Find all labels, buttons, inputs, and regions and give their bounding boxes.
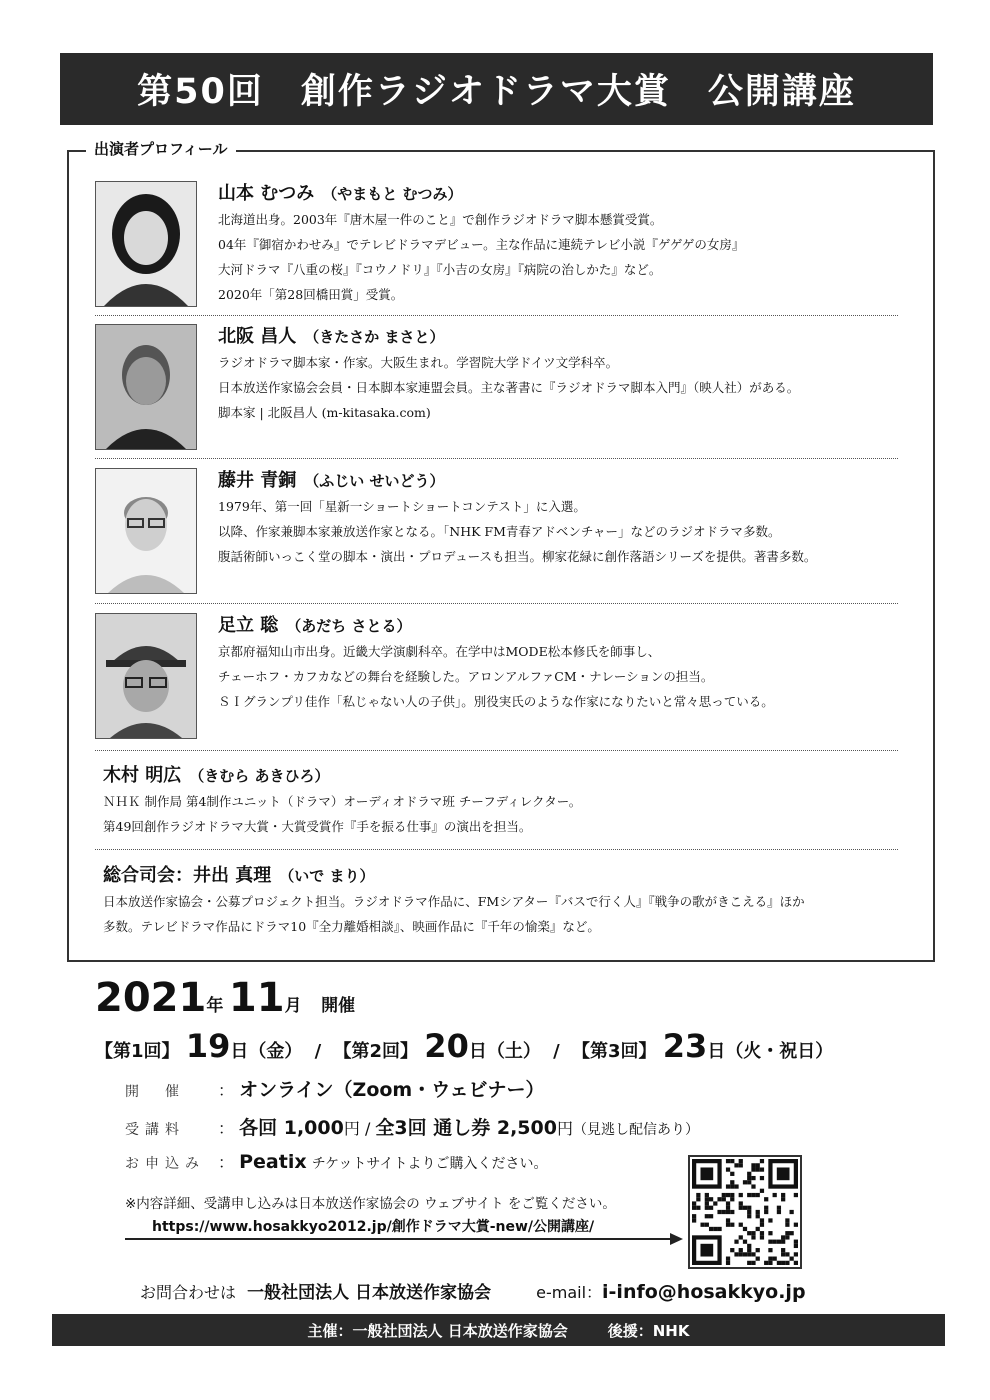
session-day: 20 xyxy=(424,1027,469,1065)
bio-line: 腹話術師いっこく堂の脚本・演出・プロデュースも担当。柳家花緑に創作落語シリーズを提供。著書多数。 xyxy=(218,549,817,564)
profile-heading: 出演者プロフィール xyxy=(86,138,236,159)
divider xyxy=(95,849,898,850)
portrait-photo xyxy=(95,181,197,307)
person-reading: （いで まり） xyxy=(279,867,375,885)
bio-line: 脚本家 | 北阪昌人 (m-kitasaka.com) xyxy=(218,405,431,420)
person-name: 足立 聡 xyxy=(218,615,279,636)
venue-label: 開 催 xyxy=(125,1084,185,1100)
bio-line: 第49回創作ラジオドラマ大賞・大賞受賞作『手を振る仕事』の演出を担当。 xyxy=(103,819,532,834)
sponsor-text: 後援：NHK xyxy=(607,1321,690,1340)
session-dates xyxy=(95,1027,833,1065)
session-day-unit: 日 xyxy=(468,1041,487,1062)
person-name: 木村 明広 xyxy=(103,765,182,786)
bio-line: ラジオドラマ脚本家・作家。大阪生まれ。学習院大学ドイツ文学科卒。 xyxy=(218,355,619,370)
person-name: 山本 むつみ xyxy=(218,183,315,204)
session-label: 【第2回】 xyxy=(333,1041,419,1062)
fee-each: 各回 1,000 xyxy=(239,1117,344,1139)
profile-entry xyxy=(103,863,903,939)
portrait-photo xyxy=(95,613,197,739)
apply-text: チケットサイトよりご購入ください。 xyxy=(311,1156,548,1172)
fee-row xyxy=(125,1113,699,1140)
colon: ： xyxy=(218,1119,235,1138)
person-name: 藤井 青銅 xyxy=(218,470,297,491)
details-note: ※内容詳細、受講申し込みは日本放送作家協会の ウェブサイト をご覧ください。 xyxy=(125,1196,616,1212)
website-url[interactable]: https://www.hosakkyo2012.jp/創作ドラマ大賞-new/公開講座/ xyxy=(152,1219,595,1235)
person-reading: （あだち さとる） xyxy=(286,617,412,635)
session-weekday: （金） xyxy=(248,1041,303,1062)
host-text: 主催：一般社団法人 日本放送作家協会 xyxy=(307,1321,568,1340)
bio-line: 以降、作家兼脚本家兼放送作家となる。「NHK FM青春アドベンチャー」などのラジオドラマ多数。 xyxy=(218,524,781,539)
bio-line: チェーホフ・カフカなどの舞台を経験した。アロンアルファCM・ナレーションの担当。 xyxy=(218,669,714,684)
bio-line: ＳＩグランプリ佳作「私じゃない人の子供」。別役実氏のような作家になりたいと常々思っている。 xyxy=(218,694,774,709)
event-year: 2021 xyxy=(95,975,207,1021)
bio-line: 京都府福知山市出身。近畿大学演劇科卒。在学中はMODE松本修氏を師事し、 xyxy=(218,644,661,659)
year-unit: 年 xyxy=(206,996,224,1016)
bio-line: ＮＨＫ 制作局 第4制作ユニット（ドラマ）オーディオドラマ班 チーフディレクター。 xyxy=(103,794,582,809)
bio-line: 04年『御宿かわせみ』でテレビドラマデビュー。主な作品に連続テレビ小説『ゲゲゲの女房』 xyxy=(218,237,745,252)
yen-unit: 円 xyxy=(556,1119,573,1138)
portrait-photo xyxy=(95,468,197,594)
divider xyxy=(95,603,898,604)
apply-row xyxy=(125,1150,547,1173)
session-day-unit: 日 xyxy=(230,1041,249,1062)
divider xyxy=(95,750,898,751)
venue-value: オンライン（Zoom・ウェビナー） xyxy=(239,1079,545,1101)
apply-label: お申込み xyxy=(125,1156,205,1172)
held-label: 開催 xyxy=(321,996,356,1016)
peatix-link[interactable]: Peatix xyxy=(239,1151,307,1173)
email-link[interactable]: i-info@hosakkyo.jp xyxy=(602,1281,806,1303)
bio-line: 日本放送作家協会・公募プロジェクト担当。ラジオドラマ作品に、FMシアター『バスで行く人』『戦争の歌がきこえる』ほか xyxy=(103,894,805,909)
bio-line: 2020年「第28回橋田賞」受賞。 xyxy=(218,287,404,302)
email-label: e-mail： xyxy=(536,1283,603,1302)
page-title: 第50回 創作ラジオドラマ大賞 公開講座 xyxy=(60,53,933,125)
person-reading: （ふじい せいどう） xyxy=(304,472,445,490)
bio-line: 多数。テレビドラマ作品にドラマ10『全力離婚相談』、映画作品に『千年の愉楽』など。 xyxy=(103,919,600,934)
profile-entry xyxy=(103,763,903,839)
colon: ： xyxy=(218,1153,235,1172)
person-reading: （やまもと むつみ） xyxy=(322,185,463,203)
fee-all: 全3回 通し券 2,500 xyxy=(375,1117,557,1139)
session-day-unit: 日 xyxy=(707,1041,726,1062)
person-reading: （きむら あきひろ） xyxy=(189,767,330,785)
divider xyxy=(95,315,898,316)
fee-label: 受講料 xyxy=(125,1122,185,1138)
portrait-photo xyxy=(95,324,197,450)
person-name: 北阪 昌人 xyxy=(218,326,297,347)
bio-line: 大河ドラマ『八重の桜』『コウノドリ』『小吉の女房』『病院の治しかた』など。 xyxy=(218,262,662,277)
separator: / xyxy=(364,1119,371,1138)
session-weekday: （火・祝日） xyxy=(725,1041,834,1062)
separator: / xyxy=(314,1041,322,1062)
contact-org: 一般社団法人 日本放送作家協会 xyxy=(247,1283,492,1303)
divider xyxy=(95,458,898,459)
session-weekday: （土） xyxy=(486,1041,541,1062)
event-month: 11 xyxy=(228,975,285,1021)
event-date xyxy=(95,975,355,1021)
colon: ： xyxy=(218,1081,235,1100)
session-day: 23 xyxy=(662,1027,708,1065)
separator: / xyxy=(553,1041,560,1062)
venue-row xyxy=(125,1075,544,1102)
yen-unit: 円 xyxy=(343,1119,360,1138)
contact-row xyxy=(140,1278,806,1303)
month-unit: 月 xyxy=(284,996,302,1016)
session-label: 【第1回】 xyxy=(95,1041,180,1062)
person-name: 総合司会：井出 真理 xyxy=(103,865,272,886)
fee-note: （見逃し配信あり） xyxy=(573,1122,699,1138)
session-day: 19 xyxy=(185,1027,231,1065)
bio-line: 北海道出身。2003年『唐木屋一件のこと』で創作ラジオドラマ脚本懸賞受賞。 xyxy=(218,212,663,227)
qr-code[interactable] xyxy=(688,1155,802,1269)
session-label: 【第3回】 xyxy=(571,1041,657,1062)
person-reading: （きたさか まさと） xyxy=(304,328,445,346)
footer-bar xyxy=(52,1314,945,1346)
arrow-right-icon xyxy=(125,1232,685,1246)
contact-prefix: お問合わせは xyxy=(140,1283,237,1302)
bio-line: 1979年、第一回「星新一ショートショートコンテスト」に入選。 xyxy=(218,499,586,514)
bio-line: 日本放送作家協会会員・日本脚本家連盟会員。主な著書に『ラジオドラマ脚本入門』（映人社）がある。 xyxy=(218,380,800,395)
